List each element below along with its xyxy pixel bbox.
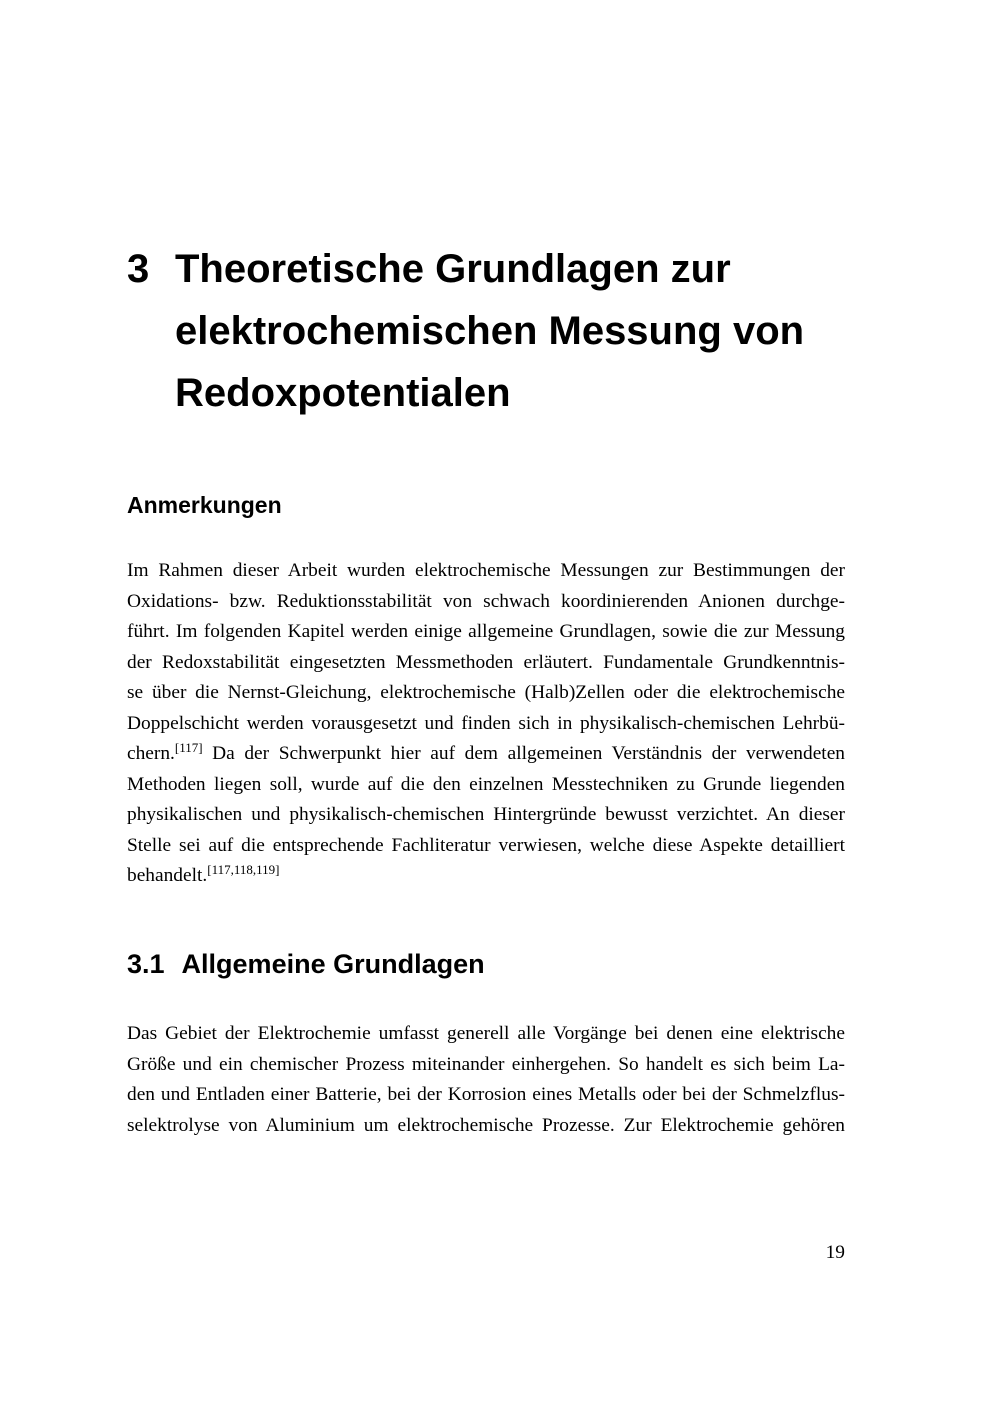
text-line: der Redoxstabilität eingesetzten Messmethoden erläutert. Fundamentale Grundkenntnis- [127,651,845,673]
chapter-title [175,238,867,424]
text-line: den und Entladen einer Batterie, bei der Korrosion eines Metalls oder bei der Schmelzflus- [127,1084,845,1105]
text-line: Methoden liegen soll, wurde auf die den einzelnen Messtechniken zu Grunde liegenden [127,773,845,795]
title-line: Redoxpotentialen [175,371,511,415]
text-line: selektrolyse von Aluminium um elektrochemische Prozesse. Zur Elektrochemie gehören [127,1114,845,1136]
text-line: Stelle sei auf die entsprechende Fachliteratur verwiesen, welche diese Aspekte detailliert [127,834,845,856]
text-line: Im Rahmen dieser Arbeit wurden elektrochemische Messungen zur Bestimmungen der [127,560,845,581]
anmerkungen-heading: Anmerkungen [127,492,282,518]
page-number: 19 [825,1242,845,1263]
section-number: 3.1 [127,949,165,979]
text-line: physikalischen und physikalisch-chemischen Hintergründe bewusst verzichtet. An dieser [127,804,845,825]
title-line: elektrochemischen Messung von [175,309,805,353]
chapter-heading [127,238,867,424]
citation-reference: [117] [174,740,203,755]
title-line: Theoretische Grundlagen zur [175,247,731,291]
text-line: Oxidations- bzw. Reduktionsstabilität von schwach koordinierenden Anionen durchge- [127,590,845,612]
text-line: behandelt.[117,118,119] [127,862,280,886]
citation-reference: [117,118,119] [207,862,280,877]
text-line: Größe und ein chemischer Prozess miteinander einhergehen. So handelt es sich beim La- [127,1053,845,1075]
text-line: Das Gebiet der Elektrochemie umfasst generell alle Vorgänge bei denen eine elektrische [127,1023,845,1044]
section-heading [127,948,485,980]
text-line: führt. Im folgenden Kapitel werden einige allgemeine Grundlagen, sowie die zur Messung [127,621,845,642]
chapter-number: 3 [127,247,150,291]
section-paragraph [127,1019,845,1141]
text-line: Doppelschicht werden vorausgesetzt und finden sich in physikalisch-chemischen Lehrbü- [127,712,845,734]
section-title: Allgemeine Grundlagen [181,949,485,979]
text-line: se über die Nernst-Gleichung, elektrochemische (Halb)Zellen oder die elektrochemische [127,682,845,703]
text-line: chern.[117] Da der Schwerpunkt hier auf dem allgemeinen Verständnis der verwendeten [127,740,845,764]
anmerkungen-paragraph [127,556,845,892]
